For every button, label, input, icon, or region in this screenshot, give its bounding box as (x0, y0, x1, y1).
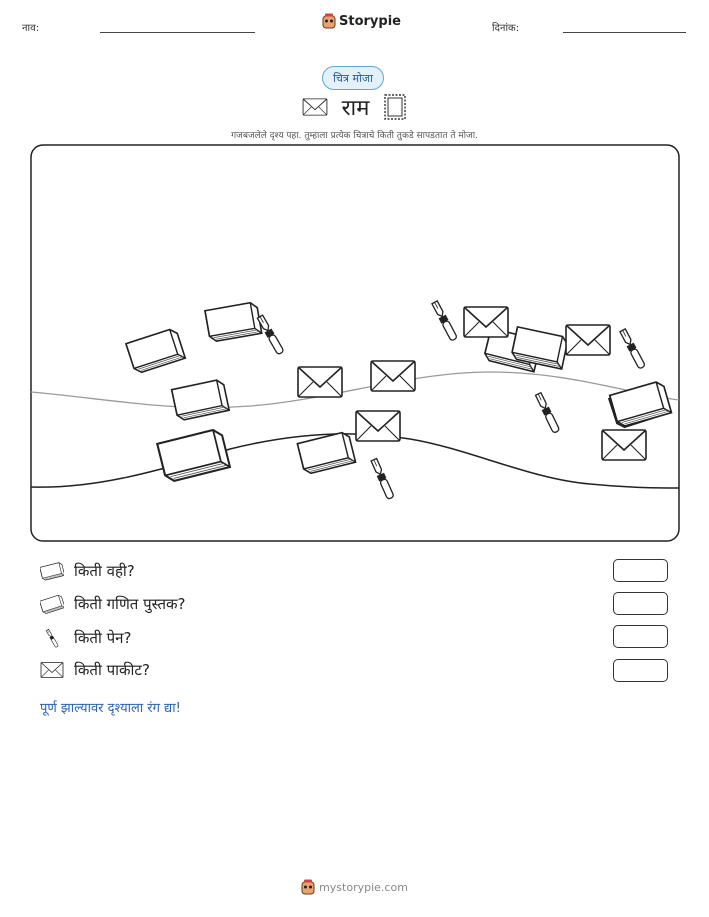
envelope (602, 430, 646, 460)
activity-badge: चित्र मोजा (322, 66, 384, 90)
website-footer (0, 879, 709, 895)
question-text: किती वही? (74, 562, 135, 580)
question-pens (40, 626, 131, 650)
brand-logo (322, 13, 401, 29)
brand-name: Storypie (339, 13, 401, 29)
date-label: दिनांक: (492, 23, 520, 34)
date-field-line[interactable] (563, 32, 686, 33)
envelope (298, 367, 342, 397)
answer-box-envelopes[interactable] (613, 659, 668, 682)
envelope (464, 307, 508, 337)
worksheet-title: राम (341, 96, 370, 121)
name-field-line[interactable] (100, 32, 255, 33)
answer-box-notebooks[interactable] (613, 559, 668, 582)
pen-icon (40, 626, 64, 650)
envelope-icon (302, 97, 328, 117)
answer-box-math-books[interactable] (613, 592, 668, 615)
question-envelopes (40, 660, 150, 680)
name-label: नाव: (22, 23, 40, 34)
website-url: mystorypie.com (319, 880, 408, 894)
notebook-icon (40, 560, 64, 582)
color-instruction: पूर्ण झाल्यावर दृश्याला रंग द्या! (40, 701, 181, 716)
question-text: किती पाकीट? (74, 661, 150, 679)
envelope (356, 411, 400, 441)
question-math-books (40, 593, 186, 615)
envelope (566, 325, 610, 355)
math-book-icon (40, 593, 64, 615)
busy-scene (30, 144, 680, 542)
storypie-mascot-icon (301, 879, 315, 895)
storypie-mascot-icon (322, 13, 336, 29)
envelope-icon (40, 660, 64, 680)
title-row (0, 92, 709, 122)
question-text: किती गणित पुस्तक? (74, 595, 186, 613)
envelope (371, 361, 415, 391)
answer-box-pens[interactable] (613, 625, 668, 648)
question-notebooks (40, 560, 135, 582)
stamp-icon (383, 93, 407, 121)
question-text: किती पेन? (74, 629, 132, 647)
instructions: गजबजलेले दृश्य पहा. तुम्हाला प्रत्येक चित्राचे किती तुकडे सापडतात ते मोजा. (231, 131, 478, 141)
